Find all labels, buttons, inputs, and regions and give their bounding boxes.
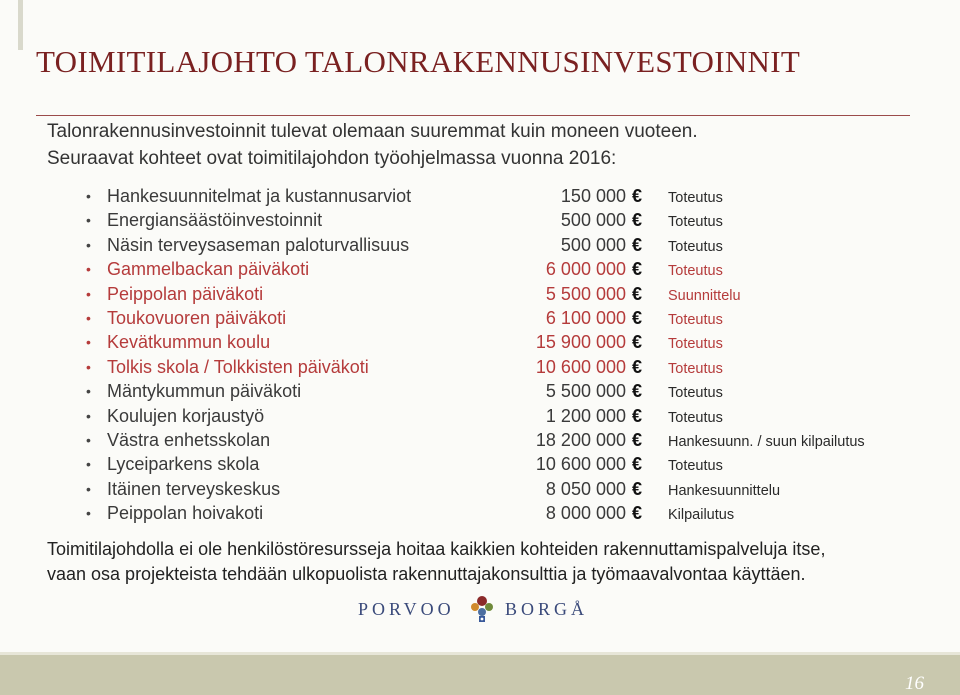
project-list [86,184,926,525]
bullet-icon: • [86,407,91,424]
project-name: Västra enhetsskolan [107,429,271,450]
euro-icon: € [631,259,642,280]
project-status: Toteutus [668,360,723,377]
project-amount-cell [546,379,642,403]
project-amount-cell [546,306,642,330]
bullet-icon: • [86,480,91,497]
project-amount: 150 000 [560,186,626,206]
project-amount-cell [536,428,642,452]
project-amount: 1 200 000 [545,405,626,426]
footer-band [0,655,960,695]
project-name: Koulujen korjaustyö [107,405,265,426]
euro-icon: € [631,429,642,450]
euro-icon: € [631,332,642,353]
project-status: Toteutus [668,263,723,280]
project-name: Näsin terveysaseman paloturvallisuus [107,234,410,255]
project-name: Lyceiparkens skola [107,454,260,475]
bullet-icon: • [86,456,91,473]
project-status: Toteutus [668,214,723,231]
project-amount: 18 200 000 [535,429,626,450]
project-amount-cell [536,330,642,354]
project-row [86,501,926,525]
intro-line-1: Talonrakennusinvestoinnit tulevat olemaan suuremmat kuin moneen vuoteen. [47,121,698,142]
project-name: Mäntykummun päiväkoti [107,381,302,402]
project-row [86,306,926,330]
project-name: Itäinen terveyskeskus [107,478,281,499]
closing-line-2: vaan osa projekteista tehdään ulkopuolista rakennuttajakonsulttia ja työmaavalvontaa käyttäen. [47,564,806,584]
project-status: Toteutus [668,409,723,426]
project-row [86,233,926,257]
project-amount: 500 000 [560,234,626,255]
bullet-icon: • [86,505,91,522]
bullet-icon: • [86,285,91,302]
project-amount: 8 050 000 [545,478,626,499]
project-status: Hankesuunnittelu [668,482,781,499]
euro-icon: € [631,356,642,377]
project-amount: 10 600 000 [535,356,626,377]
project-status: Toteutus [668,336,723,353]
closing-line-1: Toimitilajohdolla ei ole henkilöstöresursseja hoitaa kaikkien kohteiden rakennuttamispalveluja itse, [47,539,826,559]
project-amount-cell [546,282,642,306]
project-row [86,452,926,476]
project-amount: 15 900 000 [535,332,626,353]
project-amount: 5 500 000 [545,283,626,304]
project-row [86,404,926,428]
bullet-icon: • [86,261,91,278]
project-name: Hankesuunnitelmat ja kustannusarviot [107,186,412,206]
euro-icon: € [631,210,642,231]
project-status: Toteutus [668,238,723,255]
project-name: Peippolan hoivakoti [107,503,264,524]
logo-text-left: PORVOO [358,599,455,619]
project-amount: 8 000 000 [545,503,626,524]
project-amount-cell [561,208,642,232]
project-name: Gammelbackan päiväkoti [107,259,310,280]
project-row [86,477,926,501]
bullet-icon: • [86,188,91,204]
project-status: Toteutus [668,190,723,206]
intro-line-2: Seuraavat kohteet ovat toimitilajohdon työohjelmassa vuonna 2016: [47,148,617,169]
project-row [86,355,926,379]
project-amount-cell [546,477,642,501]
project-status: Toteutus [668,458,723,475]
project-name: Peippolan päiväkoti [107,283,264,304]
project-status: Suunnittelu [668,287,741,304]
project-amount-cell [536,355,642,379]
project-amount-cell [546,501,642,525]
decorative-bar [18,0,23,50]
bullet-icon: • [86,358,91,375]
project-row [86,282,926,306]
bullet-icon: • [86,212,91,229]
closing-text [47,537,937,587]
bullet-icon: • [86,383,91,400]
project-row [86,184,926,208]
bullet-icon: • [86,309,91,326]
euro-icon: € [631,186,642,206]
project-amount-cell [561,233,642,257]
project-amount: 6 000 000 [545,259,626,280]
project-name: Energiansäästöinvestoinnit [107,210,323,231]
bullet-icon: • [86,334,91,351]
project-amount-cell [536,452,642,476]
euro-icon: € [631,381,642,402]
project-status: Toteutus [668,311,723,328]
intro-text [47,118,927,172]
project-amount: 6 100 000 [545,307,626,328]
euro-icon: € [631,234,642,255]
project-row [86,379,926,403]
logo-text-right: BORGÅ [505,599,589,619]
project-name: Tolkis skola / Tolkkisten päiväkoti [107,356,369,377]
project-amount: 10 600 000 [535,454,626,475]
project-row [86,257,926,281]
bullet-icon: • [86,236,91,253]
euro-icon: € [631,283,642,304]
project-name: Toukovuoren päiväkoti [107,307,287,328]
euro-icon: € [631,405,642,426]
project-amount: 500 000 [560,210,626,231]
project-row [86,330,926,354]
project-status: Kilpailutus [668,507,735,524]
project-name: Kevätkummun koulu [107,332,271,353]
project-status: Toteutus [668,385,723,402]
euro-icon: € [631,478,642,499]
project-row [86,428,926,452]
city-emblem-icon [466,592,498,624]
slide-title: TOIMITILAJOHTO TALONRAKENNUSINVESTOINNIT [36,44,801,79]
project-amount-cell [561,184,642,208]
project-status: Hankesuunn. / suun kilpailutus [668,433,865,450]
title-divider [36,115,910,116]
euro-icon: € [631,503,642,524]
bullet-icon: • [86,431,91,448]
euro-icon: € [631,454,642,475]
euro-icon: € [631,307,642,328]
project-row [86,208,926,232]
page-number: 16 [905,673,924,694]
project-amount-cell [546,404,642,428]
porvoo-borga-logo [358,592,608,626]
project-amount: 5 500 000 [545,381,626,402]
project-amount-cell [546,257,642,281]
